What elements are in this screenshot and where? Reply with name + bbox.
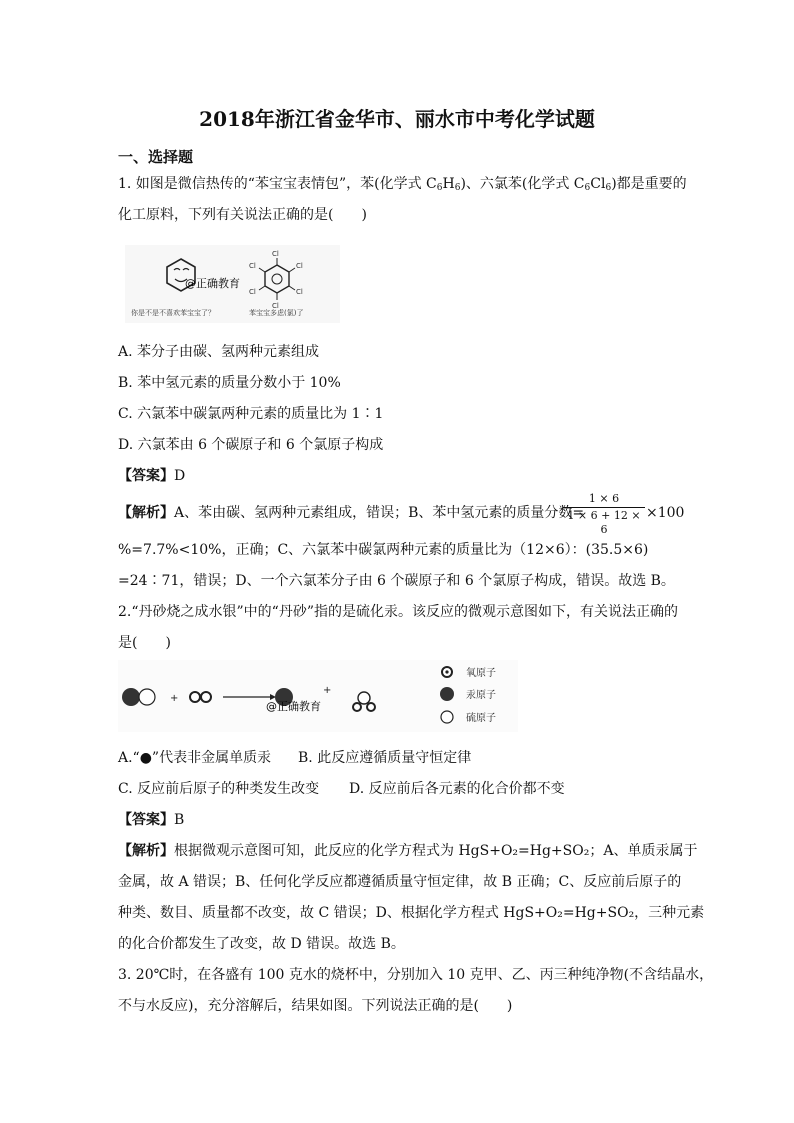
q1-mass-fraction [563, 492, 645, 537]
q2-analysis-line1: 【解析】根据微观示意图可知，此反应的化学方程式为 HgS+O₂=Hg+SO₂；A、单质汞属于 [118, 843, 698, 859]
fraction-numerator: 1 × 6 [588, 492, 620, 505]
fraction-bar [563, 507, 645, 508]
q1-analysis-line1: 【解析】A、苯由碳、氢两种元素组成，错误；B、苯中氢元素的质量分数= [118, 505, 585, 521]
q1-option-a: A. 苯分子由碳、氢两种元素组成 [118, 344, 320, 360]
q1-analysis-line2: %=7.7%<10%，正确；C、六氯苯中碳氯两种元素的质量比为（12×6）：(35.5×6) [118, 542, 649, 558]
q2-option-c: C. 反应前后原子的种类发生改变 [118, 781, 320, 797]
mercury-atom-legend-icon [440, 687, 454, 701]
q1-analysis-line1-tail: ×100 [646, 505, 685, 521]
cl-label: Cl [296, 262, 303, 270]
q1-option-c: C. 六氯苯中碳氯两种元素的质量比为 1∶1 [118, 406, 384, 422]
q1-analysis-line3: =24∶71，错误；D、一个六氯苯分子由 6 个碳原子和 6 个氯原子构成，错误。故选 B。 [118, 573, 675, 589]
page-title: 2018年浙江省金华市、丽水市中考化学试题 [199, 107, 595, 131]
q2-option-d: D. 反应前后各元素的化合价都不变 [349, 781, 565, 797]
q1-benzene-meme-figure [125, 245, 340, 323]
cl-label: Cl [272, 302, 279, 310]
q2-option-a: A.“●”代表非金属单质汞 [118, 750, 272, 766]
plus-sign: + [323, 685, 332, 696]
cl-label: Cl [249, 262, 256, 270]
q3-stem-line2: 不与水反应)，充分溶解后，结果如图。下列说法正确的是( ) [118, 998, 513, 1014]
legend-oxygen: 氧原子 [466, 668, 496, 679]
q1-watermark: @正确教育 [185, 277, 240, 290]
q2-analysis-line4: 的化合价都发生了改变，故 D 错误。故选 B。 [118, 936, 405, 952]
q2-watermark: @正确教育 [266, 700, 321, 713]
cl-label: Cl [272, 250, 279, 258]
legend-mercury: 汞原子 [466, 690, 496, 701]
legend-sulfur: 硫原子 [466, 713, 496, 724]
sulfur-atom-legend-icon [441, 711, 453, 723]
q1-option-b: B. 苯中氢元素的质量分数小于 10% [118, 375, 341, 391]
cl-label: Cl [249, 288, 256, 296]
q1-stem-line1: 1. 如图是微信热传的“苯宝宝表情包”，苯(化学式 $C_6H_6$)、六氯苯(化学式 $C_6Cl_6$)都是重要的 [118, 176, 687, 193]
q1-option-d: D. 六氯苯由 6 个碳原子和 6 个氯原子构成 [118, 437, 384, 453]
q2-stem-line1: 2.“丹砂烧之成水银”中的“丹砂”指的是硫化汞。该反应的微观示意图如下，有关说法正确的 [118, 604, 678, 620]
q2-option-b: B. 此反应遵循质量守恒定律 [298, 750, 472, 766]
q2-analysis-line3: 种类、数目、质量都不改变，故 C 错误；D、根据化学方程式 HgS+O₂=Hg+SO₂，三种元素 [118, 905, 705, 921]
q1-answer: 【答案】D [118, 468, 186, 484]
fraction-denominator: 1 × 6 + 12 × 6 [567, 509, 641, 536]
oxygen-atom-legend-icon [442, 667, 452, 677]
plus-sign: + [170, 693, 179, 704]
cl-label: Cl [296, 288, 303, 296]
q3-stem-line1: 3. 20℃时，在各盛有 100 克水的烧杯中，分别加入 10 克甲、乙、丙三种纯净物(不含结晶水， [118, 967, 714, 983]
q2-answer: 【答案】B [118, 812, 185, 828]
q2-analysis-line2: 金属，故 A 错误；B、任何化学反应都遵循质量守恒定律，故 B 正确；C、反应前后原子的 [118, 874, 682, 890]
q1-stem-line2: 化工原料，下列有关说法正确的是( ) [118, 207, 367, 223]
q2-reaction-diagram [118, 660, 518, 732]
q1-caption-right: 苯宝宝多虑(氯)了 [249, 309, 304, 317]
q1-caption-left: 你是不是不喜欢苯宝宝了？ [131, 309, 215, 317]
section-heading: 一、选择题 [118, 148, 194, 166]
q2-stem-line2: 是( ) [118, 635, 171, 651]
